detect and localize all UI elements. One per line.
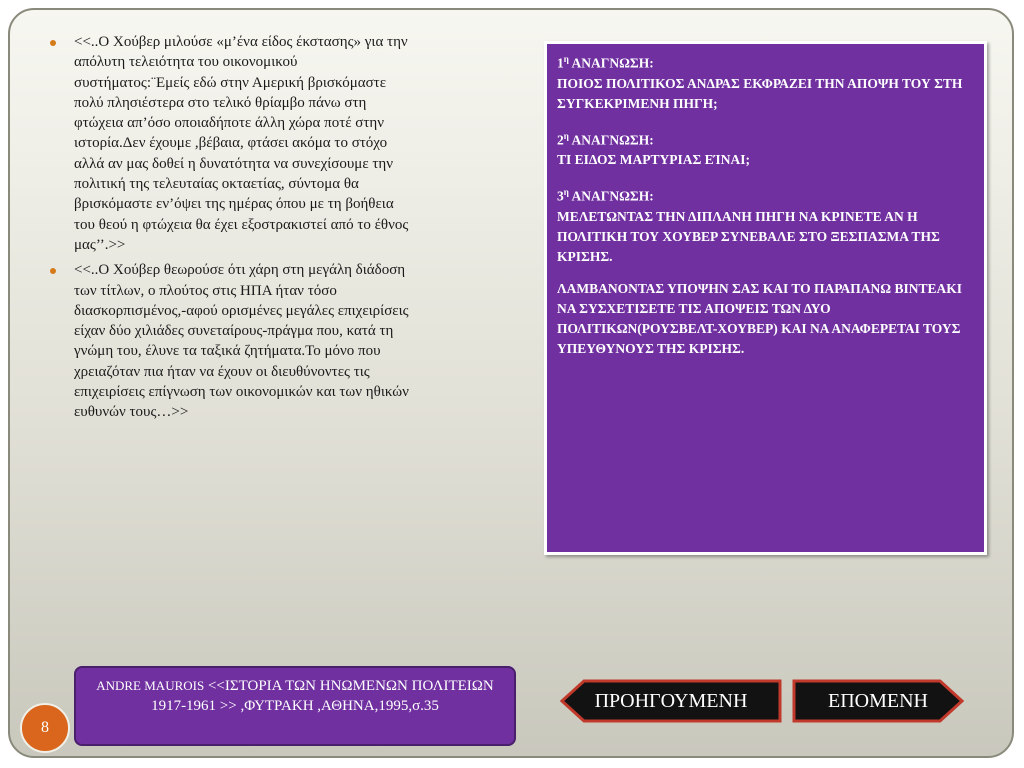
quote-text: <<..Ο Χούβερ μιλούσε «μ’ένα είδος έκστασης» για την απόλυτη τελειότητα του οικονομικού συστήματος:¨Εμείς εδώ στην Αμερική βρισκόμαστε πολύ πλησιέστερα στο τελικό θρίαμβο πάνω στη φτώχεια απ’όσο οποιαδήποτε άλλη χώρα ποτέ στην ιστορία.Δεν έχουμε ,βέβαια, φτάσει ακόμα το στόχο αλλά αν μας δοθεί η δυνατότητα να συνεχίσουμε την πολιτική της τελευταίας οκταετίας, σύντομα θα βρισκόμαστε εν’όψει της ημέρας όπου με τη βοήθεια του θεού η φτώχεια θα έχει εξοστρακιστεί από το έθνος μας’’.>> [74, 34, 409, 253]
reading-1-ordinal: η [563, 54, 569, 64]
reading-3-title: ΑΝΑΓΝΩΣΗ: [568, 188, 654, 204]
final-task [557, 279, 974, 359]
previous-button[interactable] [560, 679, 782, 723]
quote-list [50, 32, 410, 428]
reading-2-number: 2 [557, 132, 564, 147]
reading-1-number: 1 [557, 55, 564, 71]
reading-2 [557, 126, 974, 171]
reading-3-number: 3 [557, 188, 564, 204]
reading-1 [557, 49, 974, 114]
next-button[interactable] [792, 679, 964, 723]
final-task-text: ΛΑΜΒΑΝΟΝΤΑΣ ΥΠΟΨΗΝ ΣΑΣ ΚΑΙ ΤΟ ΠΑΡΑΠΑΝΩ ΒΙΝΤΕΑΚΙ ΝΑ ΣΥΣΧΕΤΙΣΕΤΕ ΤΙΣ ΑΠΟΨΕΙΣ ΤΩΝ ΔΥΟ ΠΟΛΙΤΙΚΩΝ(ΡΟΥΣΒΕΛΤ-ΧΟΥΒΕΡ) ΚΑΙ ΝΑ ΑΝΑΦΕΡΕΤΑΙ ΤΟΥΣ ΥΠΕΥΘΥΝΟΥΣ ΤΗΣ ΚΡΙΣΗΣ. [557, 280, 962, 356]
reading-2-title: ΑΝΑΓΝΩΣΗ: [568, 132, 654, 147]
page-number: 8 [41, 719, 49, 736]
bullet-icon [50, 40, 56, 46]
reading-2-question: ΤΙ ΕΙΔΟΣ ΜΑΡΤΥΡΙΑΣ ΕΊΝΑΙ; [557, 152, 750, 167]
slide [8, 8, 1014, 758]
source-citation [74, 666, 516, 746]
reading-1-question: ΠΟΙΟΣ ΠΟΛΙΤΙΚΟΣ ΑΝΔΡΑΣ ΕΚΦΡΑΖΕΙ ΤΗΝ ΑΠΟΨΗ ΤΟΥ ΣΤΗ ΣΥΓΚΕΚΡΙΜΕΝΗ ΠΗΓΗ; [557, 75, 963, 111]
reading-3 [557, 182, 974, 267]
list-item [50, 260, 410, 422]
page-number-badge [20, 703, 70, 753]
list-item [50, 32, 410, 255]
reading-2-ordinal: η [563, 130, 569, 141]
tasks-panel [544, 41, 987, 555]
bullet-icon [50, 268, 56, 274]
reading-3-ordinal: η [563, 187, 569, 197]
reading-1-title: ΑΝΑΓΝΩΣΗ: [568, 55, 654, 71]
previous-label: ΠΡΟΗΓΟΥΜΕΝΗ [594, 690, 748, 712]
quote-text: <<..Ο Χούβερ θεωρούσε ότι χάρη στη μεγάλη διάδοση των τίτλων, ο πλούτος στις ΗΠΑ ήταν τόσο διασκορπισμένος,-αφού ορισμένες μεγάλες επιχειρίσεις είχαν δύο χιλιάδες συνεταίρους-πράγμα που, κατά τη γνώμη του, έλυνε τα ταξικά ζητήματα.Το μόνο που χρειαζόταν πια ήταν να έχουν οι διευθύνοντες τις επιχειρίσεις επίγνωση των οικονομικών και των ηθικών ευθυνών τους…>> [74, 262, 409, 421]
next-label: ΕΠΟΜΕΝΗ [828, 690, 928, 712]
reading-3-question: ΜΕΛΕΤΩΝΤΑΣ ΤΗΝ ΔΙΠΛΑΝΗ ΠΗΓΗ ΝΑ ΚΡΙΝΕΤΕ ΑΝ Η ΠΟΛΙΤΙΚΗ ΤΟΥ ΧΟΥΒΕΡ ΣΥΝΕΒΑΛΕ ΣΤΟ ΞΕΣΠΑΣΜΑ ΤΗΣ ΚΡΙΣΗΣ. [557, 208, 940, 264]
source-author: ANDRE MAUROIS [96, 678, 205, 693]
source-reference: <<ΙΣΤΟΡΙΑ ΤΩΝ ΗΝΩΜΕΝΩΝ ΠΟΛΙΤΕΙΩΝ 1917-1961 >> ,ΦΥΤΡΑΚΗ ,ΑΘΗΝΑ,1995,σ.35 [151, 678, 494, 714]
